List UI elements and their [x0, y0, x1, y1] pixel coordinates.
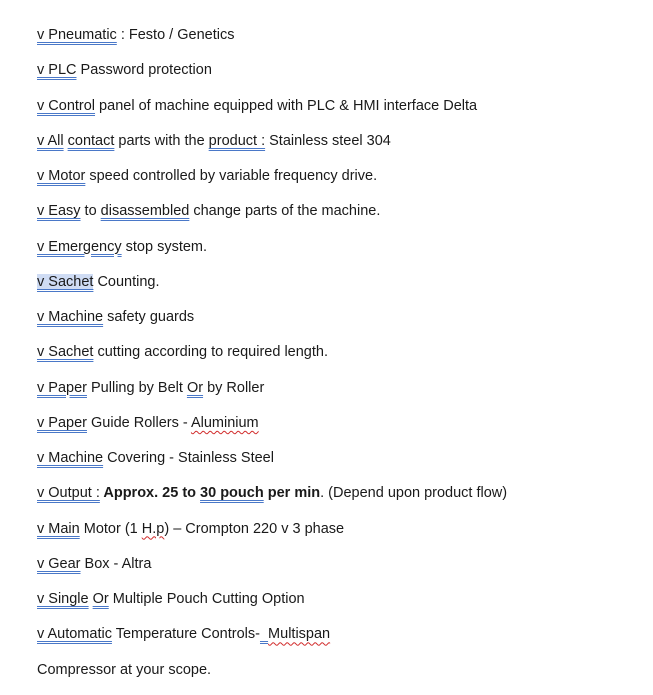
- spelling-error-word: Aluminium: [190, 414, 259, 431]
- document-body: [37, 25, 637, 695]
- grammar-flag-word: product :: [208, 132, 266, 149]
- spec-line-pneumatic: [37, 25, 637, 60]
- bullet-prefix: v Paper: [37, 414, 87, 431]
- line-text: safety guards: [103, 309, 195, 325]
- grammar-flag-word: Or: [186, 379, 204, 396]
- compressor-note: [37, 660, 637, 695]
- grammar-flag-word: disassembled: [100, 203, 190, 220]
- line-text: speed controlled by variable frequency drive.: [85, 168, 378, 184]
- grammar-flag-space: [260, 626, 268, 642]
- spec-line-emergency: [37, 237, 637, 272]
- bullet-prefix: v Pneumatic: [37, 27, 117, 43]
- line-text: Temperature Controls-: [111, 626, 260, 643]
- spec-line-temperature: [37, 624, 637, 659]
- bullet-prefix: v Main: [37, 520, 80, 537]
- line-text: Box - Altra: [80, 555, 152, 572]
- line-text: cutting according to required length.: [93, 344, 328, 361]
- spec-line-contact-parts: [37, 131, 637, 166]
- line-text: ) – Crompton 220 v 3 phase: [164, 520, 345, 537]
- line-text: . (Depend upon product flow): [320, 485, 508, 502]
- bullet-prefix: v Control: [37, 97, 96, 114]
- spec-line-control: [37, 96, 637, 131]
- spec-line-pouch-cutting: [37, 589, 637, 624]
- spec-line-paper-pulling: [37, 378, 637, 413]
- line-text: Pulling by Belt: [86, 379, 187, 396]
- grammar-flag-word: contact: [67, 132, 115, 149]
- line-text: by Roller: [203, 379, 265, 396]
- line-text: Stainless steel 304: [265, 132, 391, 149]
- line-text: to: [80, 203, 101, 220]
- grammar-flag-word: Or: [92, 591, 109, 607]
- line-text: Password protection: [76, 62, 212, 79]
- line-text: Motor (1: [79, 520, 142, 537]
- line-text: Guide Rollers -: [86, 414, 191, 431]
- spec-line-paper-guide: [37, 413, 637, 448]
- bullet-prefix: v All: [37, 132, 64, 149]
- spec-line-output: [37, 483, 637, 518]
- bullet-prefix: v Gear: [37, 555, 81, 572]
- line-text: Covering - Stainless Steel: [103, 450, 274, 466]
- bullet-prefix: v Emergency: [37, 238, 122, 255]
- spelling-error-word: Multispan: [268, 626, 331, 643]
- bullet-prefix: v Easy: [37, 203, 81, 220]
- bullet-prefix-selected[interactable]: v Sachet: [37, 273, 94, 290]
- spec-line-gear-box: [37, 554, 637, 589]
- spec-line-motor: [37, 166, 637, 201]
- bullet-prefix: v Paper: [37, 379, 87, 396]
- line-text: Multiple Pouch Cutting Option: [108, 591, 305, 607]
- output-bold-text: per min: [263, 485, 321, 502]
- bullet-prefix: v Single: [37, 591, 89, 607]
- spec-line-easy: [37, 201, 637, 236]
- spec-line-plc: [37, 60, 637, 95]
- line-text: stop system.: [121, 238, 208, 255]
- spec-line-sachet-cutting: [37, 342, 637, 377]
- bullet-prefix: v PLC: [37, 62, 77, 79]
- line-text: Counting.: [93, 273, 160, 290]
- spec-line-main-motor: [37, 519, 637, 554]
- bullet-prefix: v Sachet: [37, 344, 94, 361]
- line-text: panel of machine equipped with PLC & HMI interface Delta: [95, 97, 478, 114]
- output-bold-text: Approx. 25 to: [99, 485, 201, 502]
- line-text: parts with the: [114, 132, 209, 149]
- bullet-prefix: v Motor: [37, 168, 86, 184]
- spec-line-machine-covering: [37, 448, 637, 483]
- bullet-prefix: v Machine: [37, 309, 104, 325]
- bullet-prefix: v Output :: [37, 485, 100, 502]
- spec-line-safety-guards: [37, 307, 637, 342]
- spec-line-sachet-counting: [37, 272, 637, 307]
- spelling-error-word: H.p: [141, 520, 165, 537]
- line-text: change parts of the machine.: [189, 203, 381, 220]
- line-text: Compressor at your scope.: [37, 661, 212, 678]
- bullet-prefix: v Automatic: [37, 626, 112, 643]
- output-bold-underlined: 30 pouch: [200, 485, 264, 502]
- line-text: : Festo / Genetics: [116, 27, 235, 43]
- bullet-prefix: v Machine: [37, 450, 104, 466]
